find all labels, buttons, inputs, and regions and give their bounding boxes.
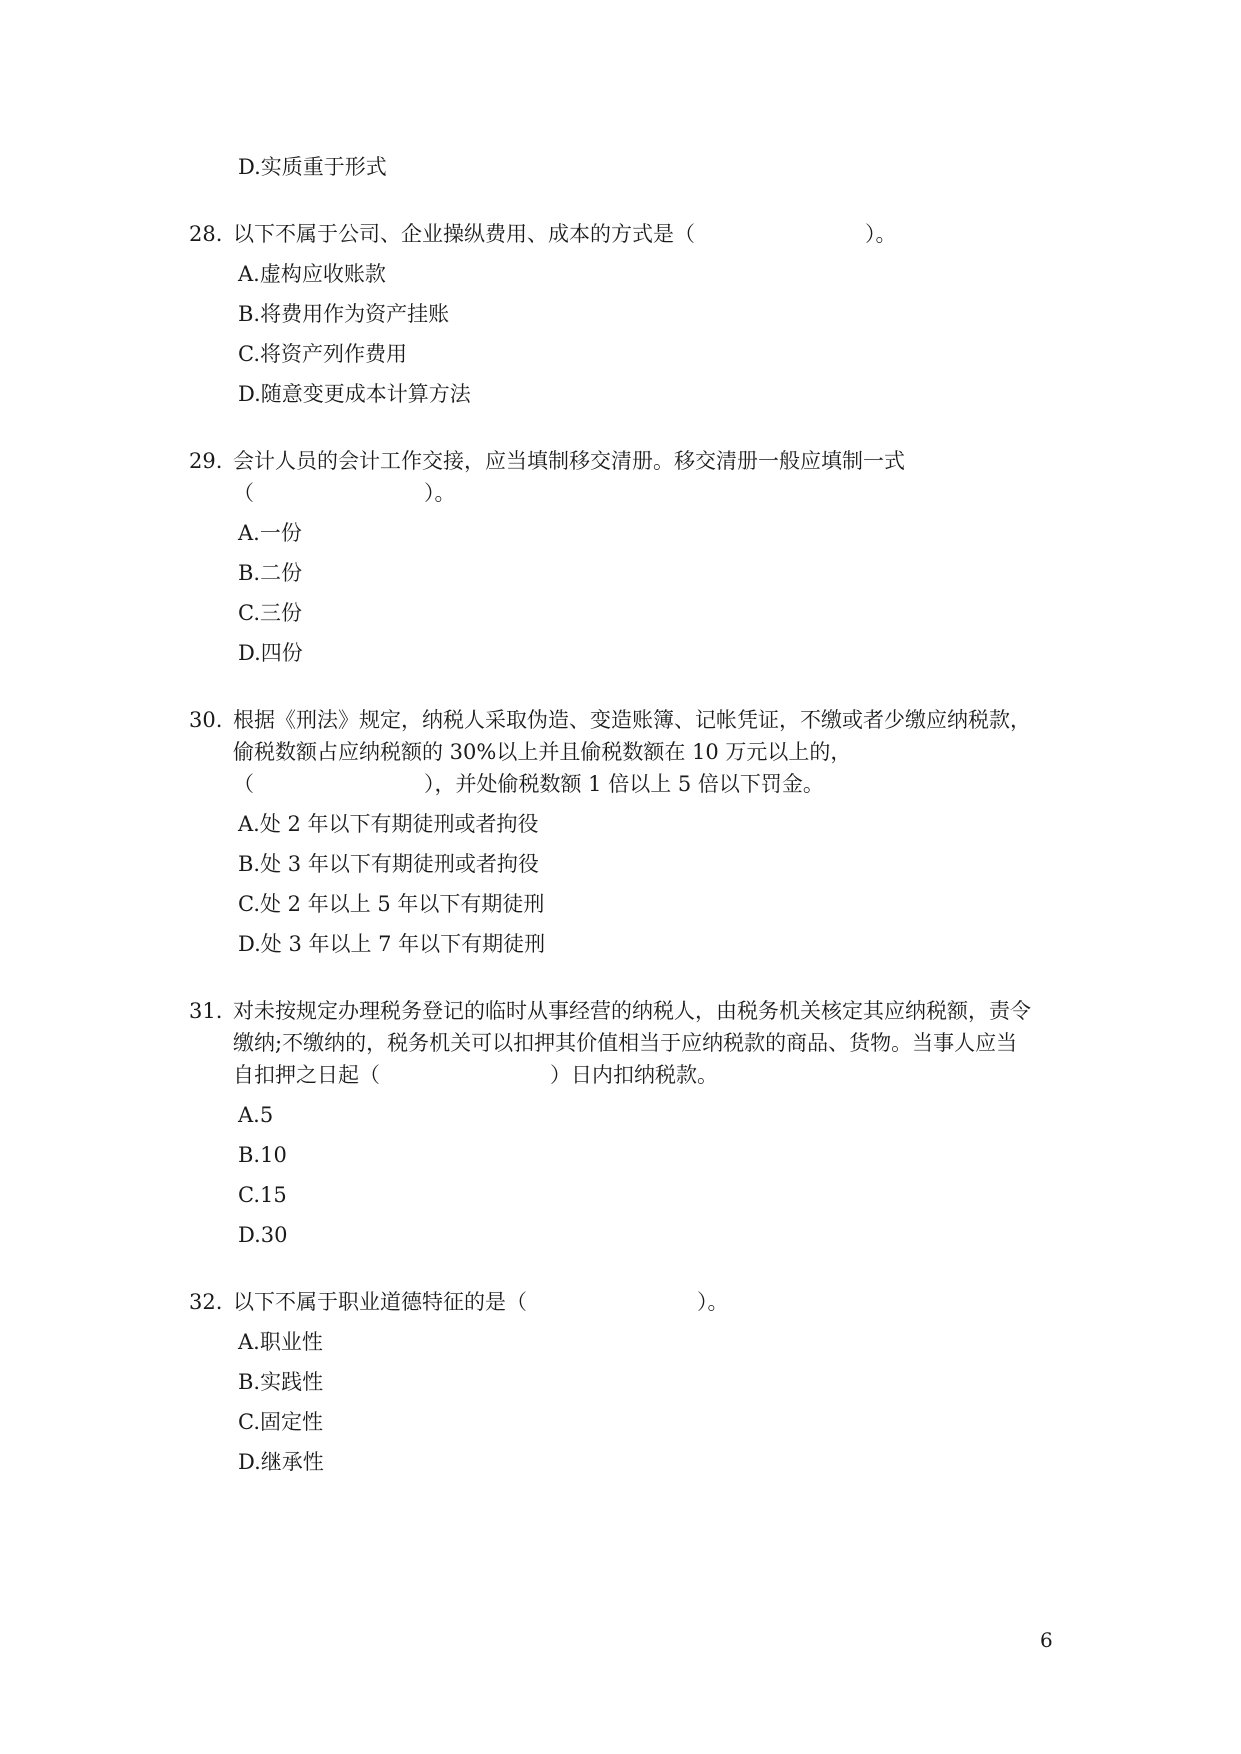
q32-option-c: C.固定性 — [238, 1410, 323, 1434]
q29-option-b: B.二份 — [238, 561, 303, 585]
q28-number: 28. — [189, 222, 223, 246]
q30-stem-open: （ — [233, 772, 254, 796]
q32-stem — [233, 1289, 729, 1315]
q29-stem-open: （ — [233, 481, 254, 505]
q30-stem-line3 — [233, 771, 824, 797]
q30-number: 30. — [189, 708, 223, 732]
q31-stem-after: ）日内扣纳税款。 — [550, 1063, 718, 1087]
q28-option-d: D.随意变更成本计算方法 — [238, 382, 471, 406]
q31-option-b: B.10 — [238, 1143, 287, 1167]
q31-number: 31. — [189, 999, 223, 1023]
q29-stem-line1: 会计人员的会计工作交接，应当填制移交清册。移交清册一般应填制一式 — [233, 449, 905, 473]
q32-option-a: A.职业性 — [238, 1330, 323, 1354]
q32-stem-after: ）。 — [697, 1290, 729, 1314]
q32-stem-before: 以下不属于职业道德特征的是（ — [233, 1290, 527, 1314]
q30-option-d: D.处 3 年以上 7 年以下有期徒刑 — [238, 932, 546, 956]
q31-option-c: C.15 — [238, 1183, 287, 1207]
q32-option-d: D.继承性 — [238, 1450, 324, 1474]
q32-number: 32. — [189, 1290, 223, 1314]
q29-number: 29. — [189, 449, 223, 473]
q28-option-c: C.将资产列作费用 — [238, 342, 407, 366]
q31-stem-line2: 缴纳;不缴纳的，税务机关可以扣押其价值相当于应纳税款的商品、货物。当事人应当 — [233, 1031, 1018, 1055]
q31-stem-line1: 对未按规定办理税务登记的临时从事经营的纳税人，由税务机关核定其应纳税额，责令 — [233, 999, 1031, 1023]
q29-option-d: D.四份 — [238, 641, 303, 665]
page-number: 6 — [1040, 1628, 1053, 1652]
q31-stem-line3 — [233, 1062, 718, 1088]
q29-stem-line2 — [233, 480, 456, 506]
q28-stem — [233, 221, 897, 247]
q30-option-a: A.处 2 年以下有期徒刑或者拘役 — [238, 812, 539, 836]
q30-stem-line2: 偷税数额占应纳税额的 30%以上并且偷税数额在 10 万元以上的， — [233, 740, 852, 764]
q29-option-c: C.三份 — [238, 601, 302, 625]
q30-stem-close: ），并处偷税数额 1 倍以上 5 倍以下罚金。 — [424, 772, 824, 796]
q28-option-a: A.虚构应收账款 — [238, 262, 386, 286]
q28-stem-before: 以下不属于公司、企业操纵费用、成本的方式是（ — [233, 222, 695, 246]
q28-option-b: B.将费用作为资产挂账 — [238, 302, 450, 326]
q29-option-a: A.一份 — [238, 521, 302, 545]
q31-option-a: A.5 — [238, 1103, 274, 1127]
q27-option-d: D.实质重于形式 — [238, 155, 387, 179]
q31-option-d: D.30 — [238, 1223, 288, 1247]
q29-stem-close: ）。 — [424, 481, 456, 505]
q31-stem-before: 自扣押之日起（ — [233, 1063, 380, 1087]
q30-stem-line1: 根据《刑法》规定，纳税人采取伪造、变造账簿、记帐凭证，不缴或者少缴应纳税款， — [233, 708, 1031, 732]
q30-option-c: C.处 2 年以上 5 年以下有期徒刑 — [238, 892, 545, 916]
q28-stem-after: ）。 — [865, 222, 897, 246]
q30-option-b: B.处 3 年以下有期徒刑或者拘役 — [238, 852, 539, 876]
q32-option-b: B.实践性 — [238, 1370, 324, 1394]
